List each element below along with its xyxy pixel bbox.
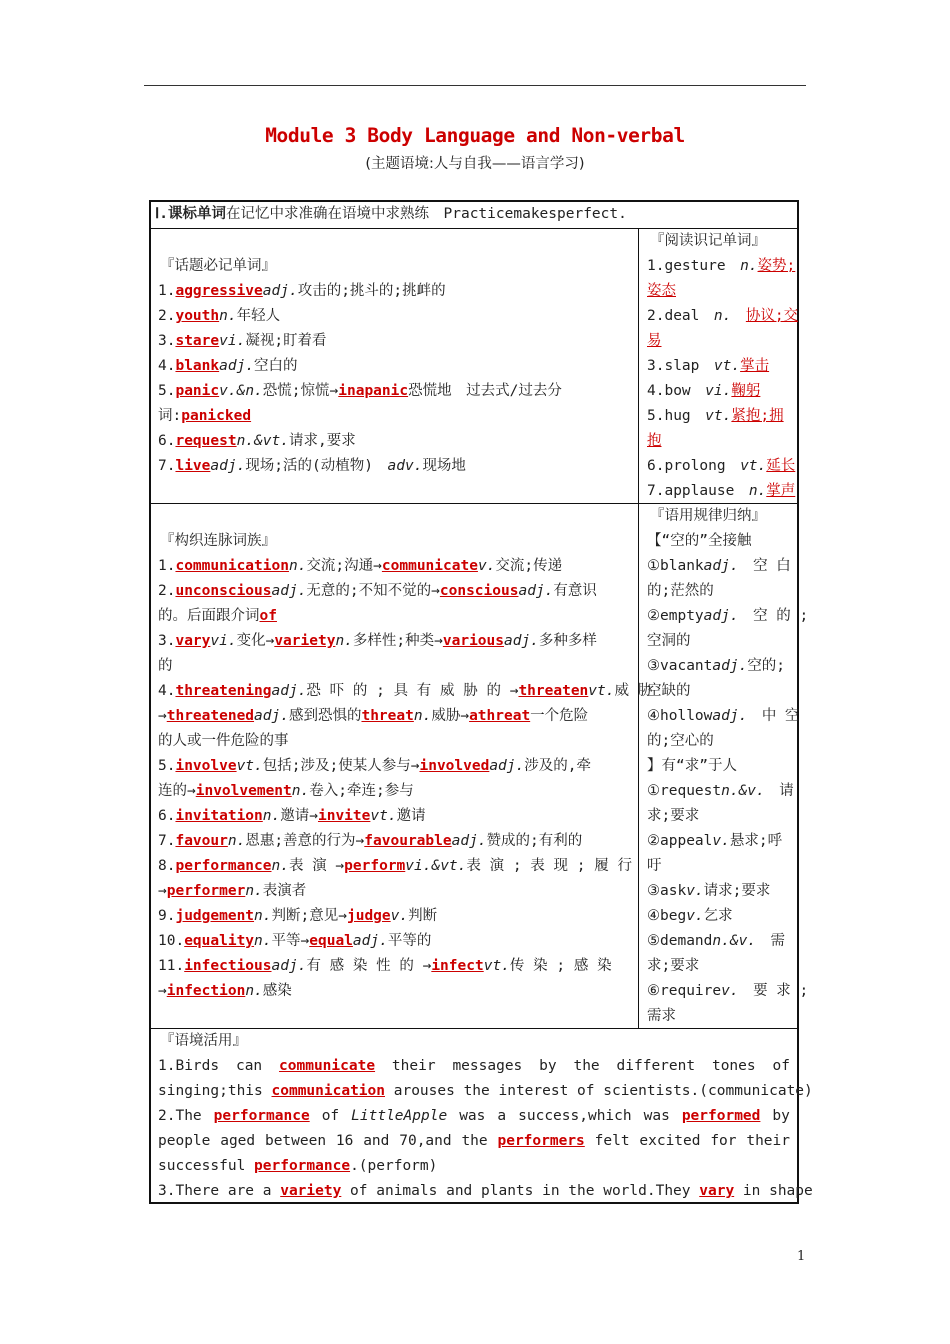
table-rule (638, 228, 639, 503)
list-item: ⑤demandn.&v. 需 (647, 933, 786, 949)
usage-heading: 】有“求”于人 (647, 758, 737, 774)
list-item: 1.aggressiveadj.攻击的;挑斗的;挑衅的 (158, 283, 446, 299)
list-item: 空缺的 (647, 683, 691, 699)
list-item: 1.gesture n.姿势; (647, 258, 796, 274)
sentence-line: 1.Birds can communicate their messages by the different tones of (158, 1058, 790, 1074)
word-family-title: 『构织连脉词族』 (160, 533, 276, 549)
usage-title: 『语用规律归纳』 (650, 508, 766, 524)
table-rule (638, 503, 639, 1028)
list-item: 6.prolong vt.延长 (647, 458, 796, 474)
list-item: 易 (647, 333, 662, 349)
page-number: 1 (797, 1249, 806, 1264)
list-item: 7.applause n.掌声 (647, 483, 796, 499)
list-item: ④begv.乞求 (647, 908, 733, 924)
list-item: 求;要求 (647, 958, 700, 974)
topic-words-title: 『话题必记单词』 (160, 258, 276, 274)
list-item: 4.bow vi.鞠躬 (647, 383, 761, 399)
sentence-line: 2.The performance of LittleApple was a success,which was performed by (158, 1108, 790, 1124)
list-item: →threatenedadj.感到恐惧的threatn.威胁→athreat一个危险 (158, 708, 589, 724)
list-item: 连的→involvementn.卷入;牵连;参与 (158, 783, 414, 799)
list-item: 9.judgementn.判断;意见→judgev.判断 (158, 908, 438, 924)
list-item: ④hollowadj. 中 空 (647, 708, 800, 724)
list-item: 7.liveadj.现场;活的(动植物) adv.现场地 (158, 458, 466, 474)
list-item: 5.hug vt.紧抱;拥 (647, 408, 784, 424)
list-item: 3.slap vt.掌击 (647, 358, 770, 374)
list-item: 求;要求 (647, 808, 700, 824)
list-item: 姿态 (647, 283, 676, 299)
list-item: 1.communicationn.交流;沟通→communicatev.交流;传递 (158, 558, 563, 574)
list-item: ①requestn.&v. 请 (647, 783, 794, 799)
list-item: ②appealv.悬求;呼 (647, 833, 783, 849)
list-item: 5.panicv.&n.恐慌;惊慌→inapanic恐慌地 过去式/过去分 (158, 383, 562, 399)
list-item: ③vacantadj.空的; (647, 658, 786, 674)
sentence-line: people aged between 16 and 70,and the performers felt excited for their (158, 1133, 790, 1149)
list-item: 抱 (647, 433, 662, 449)
sentence-line: 3.There are a variety of animals and plants in the world.They vary in shape (158, 1183, 813, 1199)
list-item: 2.deal n. 协议;交 (647, 308, 799, 324)
page-subtitle: (主题语境:人与自我——语言学习) (365, 156, 585, 172)
list-item: 2.youthn.年轻人 (158, 308, 281, 324)
usage-heading: 【“空的”全接触 (647, 533, 752, 549)
context-title: 『语境活用』 (160, 1033, 247, 1049)
section-heading: Ⅰ.课标单词在记忆中求准确在语境中求熟练 Practicemakesperfect. (155, 206, 627, 222)
list-item: ②emptyadj. 空 的 ; (647, 608, 809, 624)
page-title: Module 3 Body Language and Non-verbal (265, 124, 685, 147)
reading-words-title: 『阅读识记单词』 (650, 233, 766, 249)
list-item: ①blankadj. 空 白 (647, 558, 791, 574)
list-item: 4.threateningadj.恐 吓 的 ; 具 有 威 胁 的 →threatenvt.威 胁 (158, 683, 653, 699)
list-item: 的;空心的 (647, 733, 714, 749)
list-item: ③askv.请求;要求 (647, 883, 771, 899)
list-item: 的。后面跟介词of (158, 608, 277, 624)
header-rule (144, 85, 806, 86)
list-item: 8.performancen.表 演 →performvi.&vt.表 演 ; 表 现 ; 履 行 (158, 858, 632, 874)
list-item: 的;茫然的 (647, 583, 714, 599)
list-item: 3.starevi.凝视;盯着看 (158, 333, 327, 349)
list-item: →performern.表演者 (158, 883, 307, 899)
list-item: 6.requestn.&vt.请求,要求 (158, 433, 356, 449)
list-item: 4.blankadj.空白的 (158, 358, 298, 374)
list-item: 吁 (647, 858, 662, 874)
list-item: →infectionn.感染 (158, 983, 292, 999)
list-item: 5.involvevt.包括;涉及;使某人参与→involvedadj.涉及的,牵 (158, 758, 591, 774)
list-item: 6.invitationn.邀请→invitevt.邀请 (158, 808, 426, 824)
list-item: 空洞的 (647, 633, 691, 649)
list-item: 2.unconsciousadj.无意的;不知不觉的→consciousadj.有意识 (158, 583, 597, 599)
list-item: 的 (158, 658, 173, 674)
sentence-line: successful performance.(perform) (158, 1158, 438, 1174)
list-item: 11.infectiousadj.有 感 染 性 的 →infectvt.传 染 ; 感 染 (158, 958, 612, 974)
list-item: 需求 (647, 1008, 676, 1024)
list-item: ⑥requirev. 要 求 ; (647, 983, 809, 999)
list-item: 词:panicked (158, 408, 252, 424)
sentence-line: singing;this communication arouses the interest of scientists.(communicate) (158, 1083, 813, 1099)
list-item: 的人或一件危险的事 (158, 733, 289, 749)
list-item: 10.equalityn.平等→equaladj.平等的 (158, 933, 432, 949)
list-item: 3.varyvi.变化→varietyn.多样性;种类→variousadj.多种多样 (158, 633, 597, 649)
list-item: 7.favourn.恩惠;善意的行为→favourableadj.赞成的;有利的 (158, 833, 583, 849)
table-rule (150, 1028, 798, 1029)
